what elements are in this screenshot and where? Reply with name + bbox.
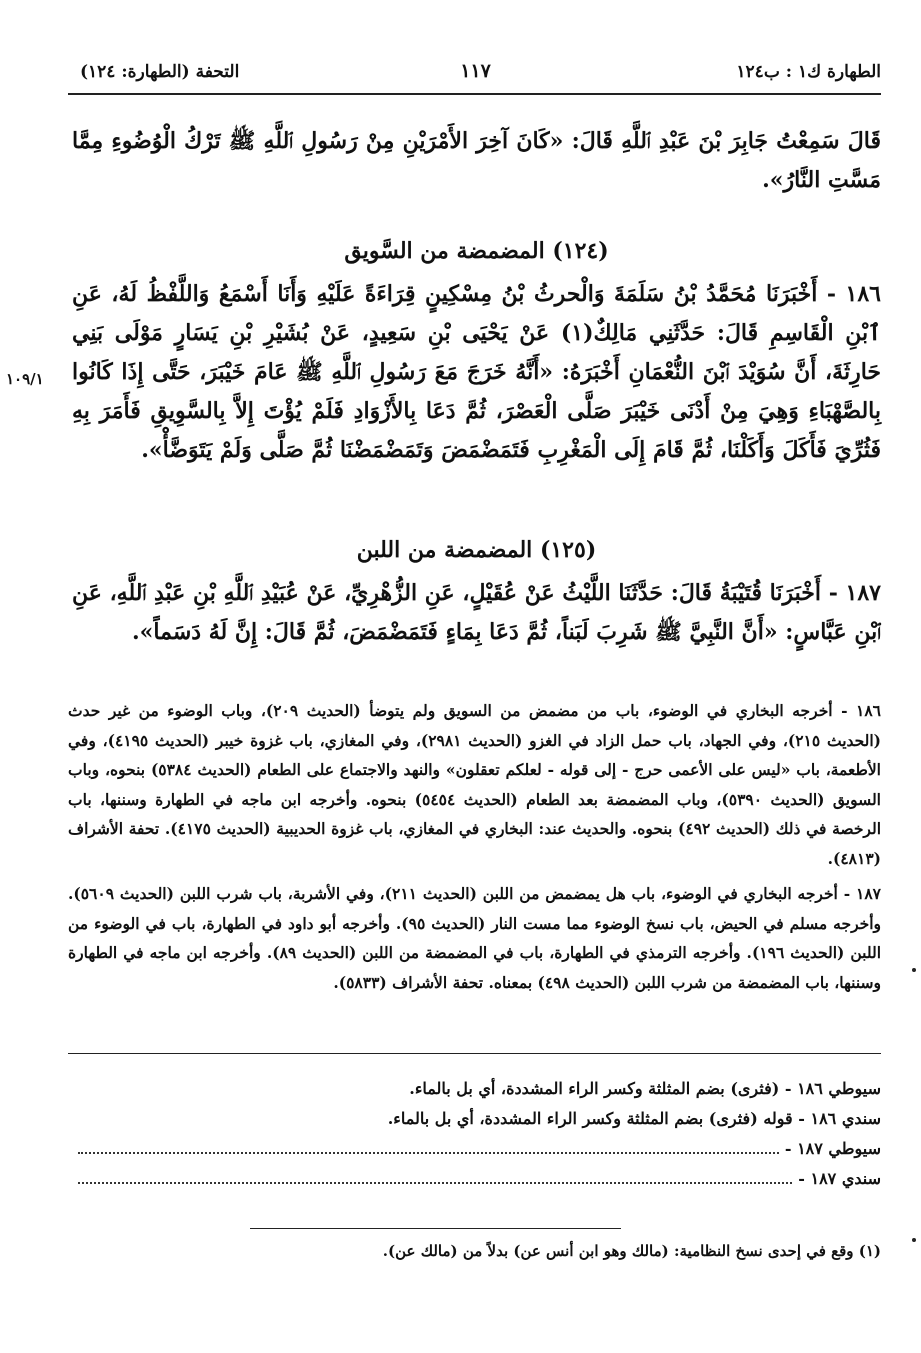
chapter-125-title: (١٢٥) المضمضة من اللبن — [356, 537, 597, 563]
commentary-line — [78, 1104, 881, 1134]
commentary-section — [78, 1074, 881, 1194]
footnote-1: (١) وقع في إحدى نسخ النظامية: (مالك وهو ابن أنس عن) بدلاً من (مالك عن). — [382, 1242, 881, 1260]
chapter-124-title: (١٢٤) المضمضة من السَّويق — [344, 238, 609, 264]
header-rule — [68, 93, 881, 95]
main-text-chapter-124 — [72, 226, 881, 470]
commentary-line — [78, 1134, 881, 1164]
page-header — [70, 58, 881, 92]
main-text-chapter-125 — [72, 525, 881, 652]
intro-paragraph: قَالَ سَمِعْتُ جَابِرَ بْنَ عَبْدِ ٱللَّهِ قَالَ: «كَانَ آخِرَ الأَمْرَيْنِ مِنْ رَسُولِ ٱللَّهِ ﷺ تَرْكُ الْوُضُوءِ مِمَّا مَسَّتِ النَّارُ». — [72, 128, 881, 193]
commentary-line — [78, 1164, 881, 1194]
dotted-leader — [78, 1151, 779, 1154]
takhrij-notes — [68, 696, 881, 1003]
suyuti-186: سيوطي ١٨٦ - (فثرى) بضم المثلثة وكسر الراء المشددة، أي بل بالماء. — [409, 1079, 881, 1098]
margin-reference: ١٠٩/١ — [6, 370, 44, 388]
main-text-intro — [72, 122, 881, 200]
suyuti-187: سيوطي ١٨٧ - — [784, 1139, 881, 1158]
commentary-rule — [68, 1053, 881, 1054]
footnote-rule — [250, 1228, 621, 1229]
commentary-line — [78, 1074, 881, 1104]
hadith-187: ١٨٧ - أَخْبَرَنَا قُتَيْبَةُ قَالَ: حَدَّثَنَا اللَّيْثُ عَنْ عُقَيْلٍ، عَنِ الزُّهْرِيِّ، عَنْ عُبَيْدِ ٱللَّهِ بْنِ عَبْدِ ٱللَّهِ، عَنِ ٱبْنِ عَبَّاسٍ: «أَنَّ النَّبِيَّ ﷺ شَرِبَ لَبَناً، ثُمَّ دَعَا بِمَاءٍ فَتَمَضْمَضَ، ثُمَّ قَالَ: إِنَّ لَهُ دَسَماً». — [72, 580, 881, 645]
sindi-186: سندي ١٨٦ - قوله (فثرى) بضم المثلثة وكسر الراء المشددة، أي بل بالماء. — [387, 1109, 881, 1128]
note-187: ١٨٧ - أخرجه البخاري في الوضوء، باب هل يمضمض من اللبن (الحديث ٢١١)، وفي الأشربة، باب شرب اللبن (الحديث ٥٦٠٩). وأخرجه مسلم في الحيض، باب نسخ الوضوء مما مست النار (الحديث ٩٥). وأخرجه أبو داود في الطهارة، باب في الوضوء من اللبن (الحديث ١٩٦). وأخرجه الترمذي في الطهارة، باب في المضمضة من اللبن (الحديث ٨٩). وأخرجه ابن ماجه في الطهارة وسننها، باب المضمضة من شرب اللبن (الحديث ٤٩٨) بمعناه. تحفة الأشراف (٥٨٣٣). — [68, 884, 882, 992]
footnote — [68, 1238, 881, 1264]
note-186: ١٨٦ - أخرجه البخاري في الوضوء، باب من مضمض من السويق ولم يتوضأ (الحديث ٢٠٩)، وباب الوضوء من غير حدث (الحديث ٢١٥)، وفي الجهاد، باب حمل الزاد في الغزو (الحديث ٢٩٨١)، وفي المغازي، باب غزوة خيبر (الحديث ٤١٩٥)، وفي الأطعمة، باب «ليس على الأعمى حرج - إلى قوله - لعلكم تعقلون» والنهد والاجتماع على الطعام (الحديث ٥٣٨٤) بنحوه، وباب السويق (الحديث ٥٣٩٠)، وباب المضمضة بعد الطعام (الحديث ٥٤٥٤) بنحوه. وأخرجه ابن ماجه في الطهارة وسننها، باب الرخصة في ذلك (الحديث ٤٩٢) بنحوه. والحديث عند: البخاري في المغازي، باب غزوة الحديبية (الحديث ٤١٧٥). تحفة الأشراف (٤٨١٣). — [68, 701, 882, 868]
header-chapter-ref: الطهارة ك١ : ب١٢٤ — [736, 62, 881, 82]
scan-mark — [912, 968, 916, 972]
dotted-leader — [78, 1181, 792, 1184]
header-tuhfa-ref: التحفة (الطهارة: ١٢٤) — [80, 62, 240, 82]
page-number: ١١٧ — [460, 60, 491, 82]
hadith-186: ١٨٦ - أَخْبَرَنَا مُحَمَّدُ بْنُ سَلَمَةَ وَالْحرثُ بْنُ مِسْكِينٍ قِرَاءَةً عَلَيْهِ وَأَنَا أَسْمَعُ وَاللَّفْظُ لَهُ، عَنِ ٱبْنِ الْقَاسِمِ قَالَ: حَدَّثَنِي مَالِكٌ(١) عَنْ يَحْيَى بْنِ سَعِيدٍ، عَنْ بُشَيْرِ بْنِ يَسَارٍ مَوْلَى بَنِي حَارِثَةَ، أَنَّ سُوَيْدَ ٱبْنَ النُّعْمَانِ أَخْبَرَهُ: «أَنَّهُ خَرَجَ مَعَ رَسُولِ ٱللَّهِ ﷺ عَامَ خَيْبَرَ، حَتَّى إِذَا كَانُوا بِالصَّهْبَاءِ وَهِيَ مِنْ أَدْنَى خَيْبَرَ صَلَّى الْعَصْرَ، ثُمَّ دَعَا بِالأَزْوَادِ فَلَمْ يُؤْتَ إِلاَّ بِالسَّوِيقِ فَأَمَرَ بِهِ فَثُرِّيَ فَأَكَلَ وَأَكَلْنَا، ثُمَّ قَامَ إِلَى الْمَغْرِبِ فَتَمَضْمَضَ وَتَمَضْمَضْنَا ثُمَّ صَلَّى وَلَمْ يَتَوَضَّأْ». — [72, 281, 881, 463]
sindi-187: سندي ١٨٧ - — [798, 1169, 881, 1188]
scan-mark — [912, 1238, 916, 1242]
